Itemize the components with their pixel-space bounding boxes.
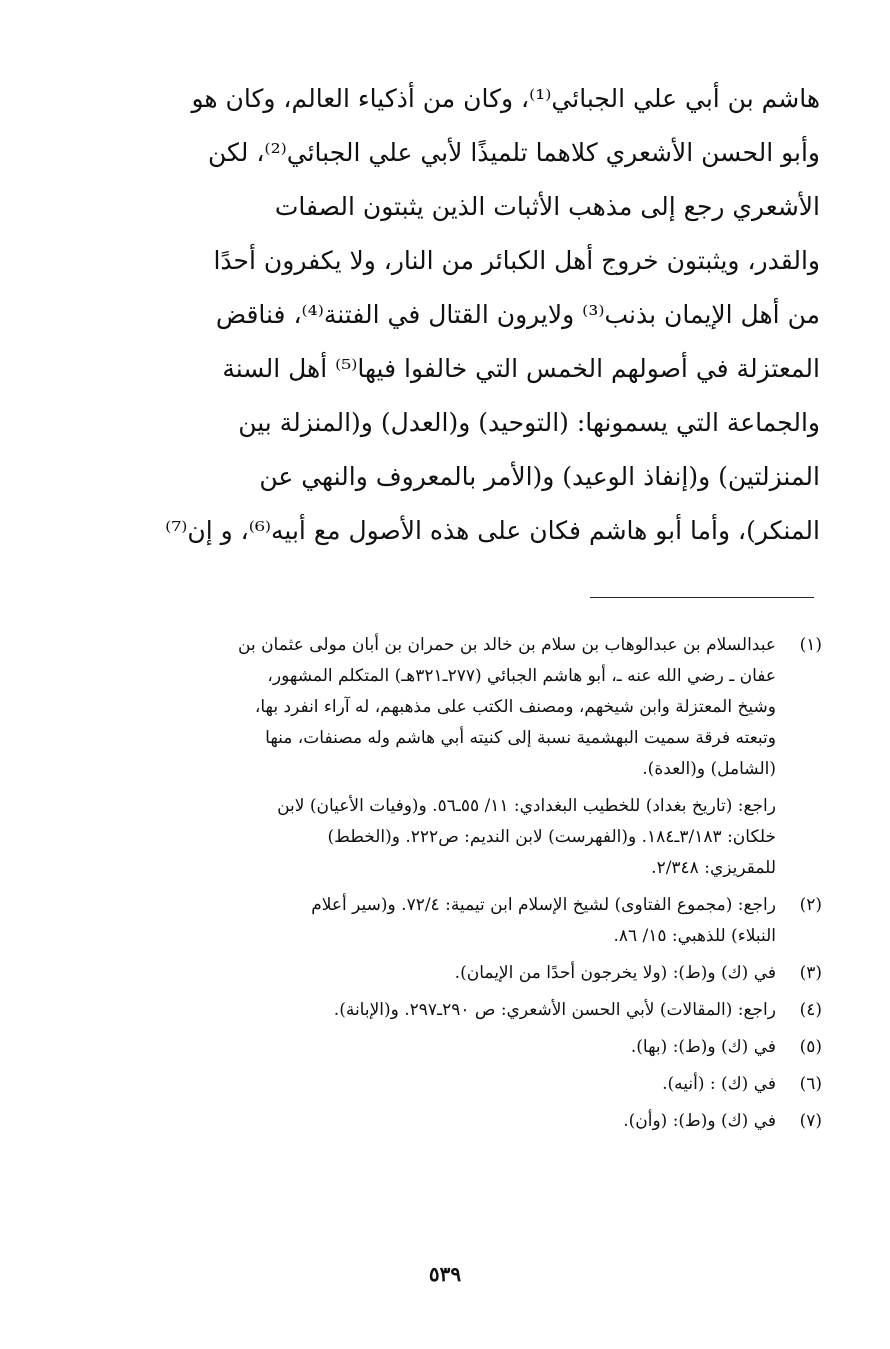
- footnote-number: (٧): [799, 1111, 822, 1131]
- footnote-line: في (ك) و(ط): (بها).: [630, 1037, 776, 1057]
- footnote-body: [140, 890, 776, 952]
- footnote-paragraph: [140, 630, 776, 785]
- footnote-line: وشيخ المعتزلة وابن شيخهم، ومصنف الكتب على مذهبهم، له آراء انفرد بها،: [254, 697, 776, 717]
- footnote: [140, 995, 822, 1026]
- footnote-separator: [590, 597, 814, 598]
- footnote-line: عبدالسلام بن عبدالوهاب بن سلام بن خالد بن حمران بن أبان مولى عثمان بن: [238, 635, 776, 655]
- footnote-paragraph: [140, 1032, 776, 1063]
- body-line: المعتزلة في أصولهم الخمس التي خالفوا فيها⁽⁵⁾ أهل السنة: [222, 354, 820, 383]
- footnote-line: عفان ـ رضي الله عنه ـ، أبو هاشم الجبائي (٢٧٧ـ٣٢١هـ) المتكلم المشهور،: [267, 666, 776, 686]
- footnote-body: [140, 630, 776, 884]
- body-line: المنزلتين) و(إنفاذ الوعيد) و(الأمر بالمعروف والنهي عن: [259, 462, 820, 491]
- footnote-number: (٥): [799, 1037, 822, 1057]
- footnote-line: راجع: (مجموع الفتاوى) لشيخ الإسلام ابن تيمية: ٧٢/٤. و(سير أعلام: [311, 895, 776, 915]
- footnote-number: (٢): [799, 895, 822, 915]
- footnote: [140, 1069, 822, 1100]
- footnote-body: [140, 995, 776, 1026]
- footnote-number: (٣): [799, 963, 822, 983]
- footnote-line: وتبعته فرقة سميت البهشمية نسبة إلى كنيته أبي هاشم وله مصنفات، منها: [265, 728, 776, 748]
- footnote-paragraph: [140, 890, 776, 952]
- body-line: المنكر)، وأما أبو هاشم فكان على هذه الأصول مع أبيه⁽⁶⁾، و إن⁽⁷⁾: [165, 516, 820, 545]
- footnote-paragraph: [140, 791, 776, 884]
- footnote: [140, 630, 822, 884]
- body-line: والجماعة التي يسمونها: (التوحيد) و(العدل) و(المنزلة بين: [238, 408, 820, 437]
- footnote-number: (١): [799, 635, 822, 655]
- footnote-line: في (ك) و(ط): (وأن).: [623, 1111, 776, 1131]
- footnote-line: خلكان: ٣/١٨٣ـ١٨٤. و(الفهرست) لابن النديم: ص٢٢٢. و(الخطط): [327, 827, 776, 847]
- footnote-line: في (ك) و(ط): (ولا يخرجون أحدًا من الإيمان).: [454, 963, 776, 983]
- footnote-line: راجع: (المقالات) لأبي الحسن الأشعري: ص ٢٩٠ـ٢٩٧. و(الإبانة).: [333, 1000, 776, 1020]
- footnote-body: [140, 1106, 776, 1137]
- footnote-paragraph: [140, 958, 776, 989]
- footnote-line: (الشامل) و(العدة).: [642, 759, 776, 779]
- footnotes-section: [140, 630, 822, 1143]
- body-line: الأشعري رجع إلى مذهب الأثبات الذين يثبتون الصفات: [274, 192, 820, 221]
- main-body-text: [140, 72, 820, 558]
- footnote: [140, 890, 822, 952]
- body-line: هاشم بن أبي علي الجبائي⁽¹⁾، وكان من أذكياء العالم، وكان هو: [191, 84, 820, 113]
- footnote-number: (٤): [799, 1000, 822, 1020]
- footnote-body: [140, 958, 776, 989]
- footnote-number: (٦): [799, 1074, 822, 1094]
- footnote-line: في (ك) : (أنيه).: [662, 1074, 776, 1094]
- footnote-paragraph: [140, 995, 776, 1026]
- footnote-line: راجع: (تاريخ بغداد) للخطيب البغدادي: ١١/ ٥٥ـ٥٦. و(وفيات الأعيان) لابن: [277, 796, 776, 816]
- footnote-body: [140, 1069, 776, 1100]
- footnote-line: النبلاء) للذهبي: ١٥/ ٨٦.: [613, 926, 776, 946]
- footnote-line: للمقريزي: ٢/٣٤٨.: [651, 858, 776, 878]
- footnote-body: [140, 1032, 776, 1063]
- body-line: وأبو الحسن الأشعري كلاهما تلميذًا لأبي علي الجبائي⁽²⁾، لكن: [207, 138, 820, 167]
- footnote: [140, 1032, 822, 1063]
- page-number: ٥٣٩: [428, 1262, 462, 1286]
- footnote: [140, 958, 822, 989]
- body-line: من أهل الإيمان بذنب⁽³⁾ ولايرون القتال في الفتنة⁽⁴⁾، فناقض: [215, 300, 820, 329]
- footnote-paragraph: [140, 1069, 776, 1100]
- footnote-paragraph: [140, 1106, 776, 1137]
- footnote: [140, 1106, 822, 1137]
- body-line: والقدر، ويثبتون خروج أهل الكبائر من النار، ولا يكفرون أحدًا: [213, 246, 820, 275]
